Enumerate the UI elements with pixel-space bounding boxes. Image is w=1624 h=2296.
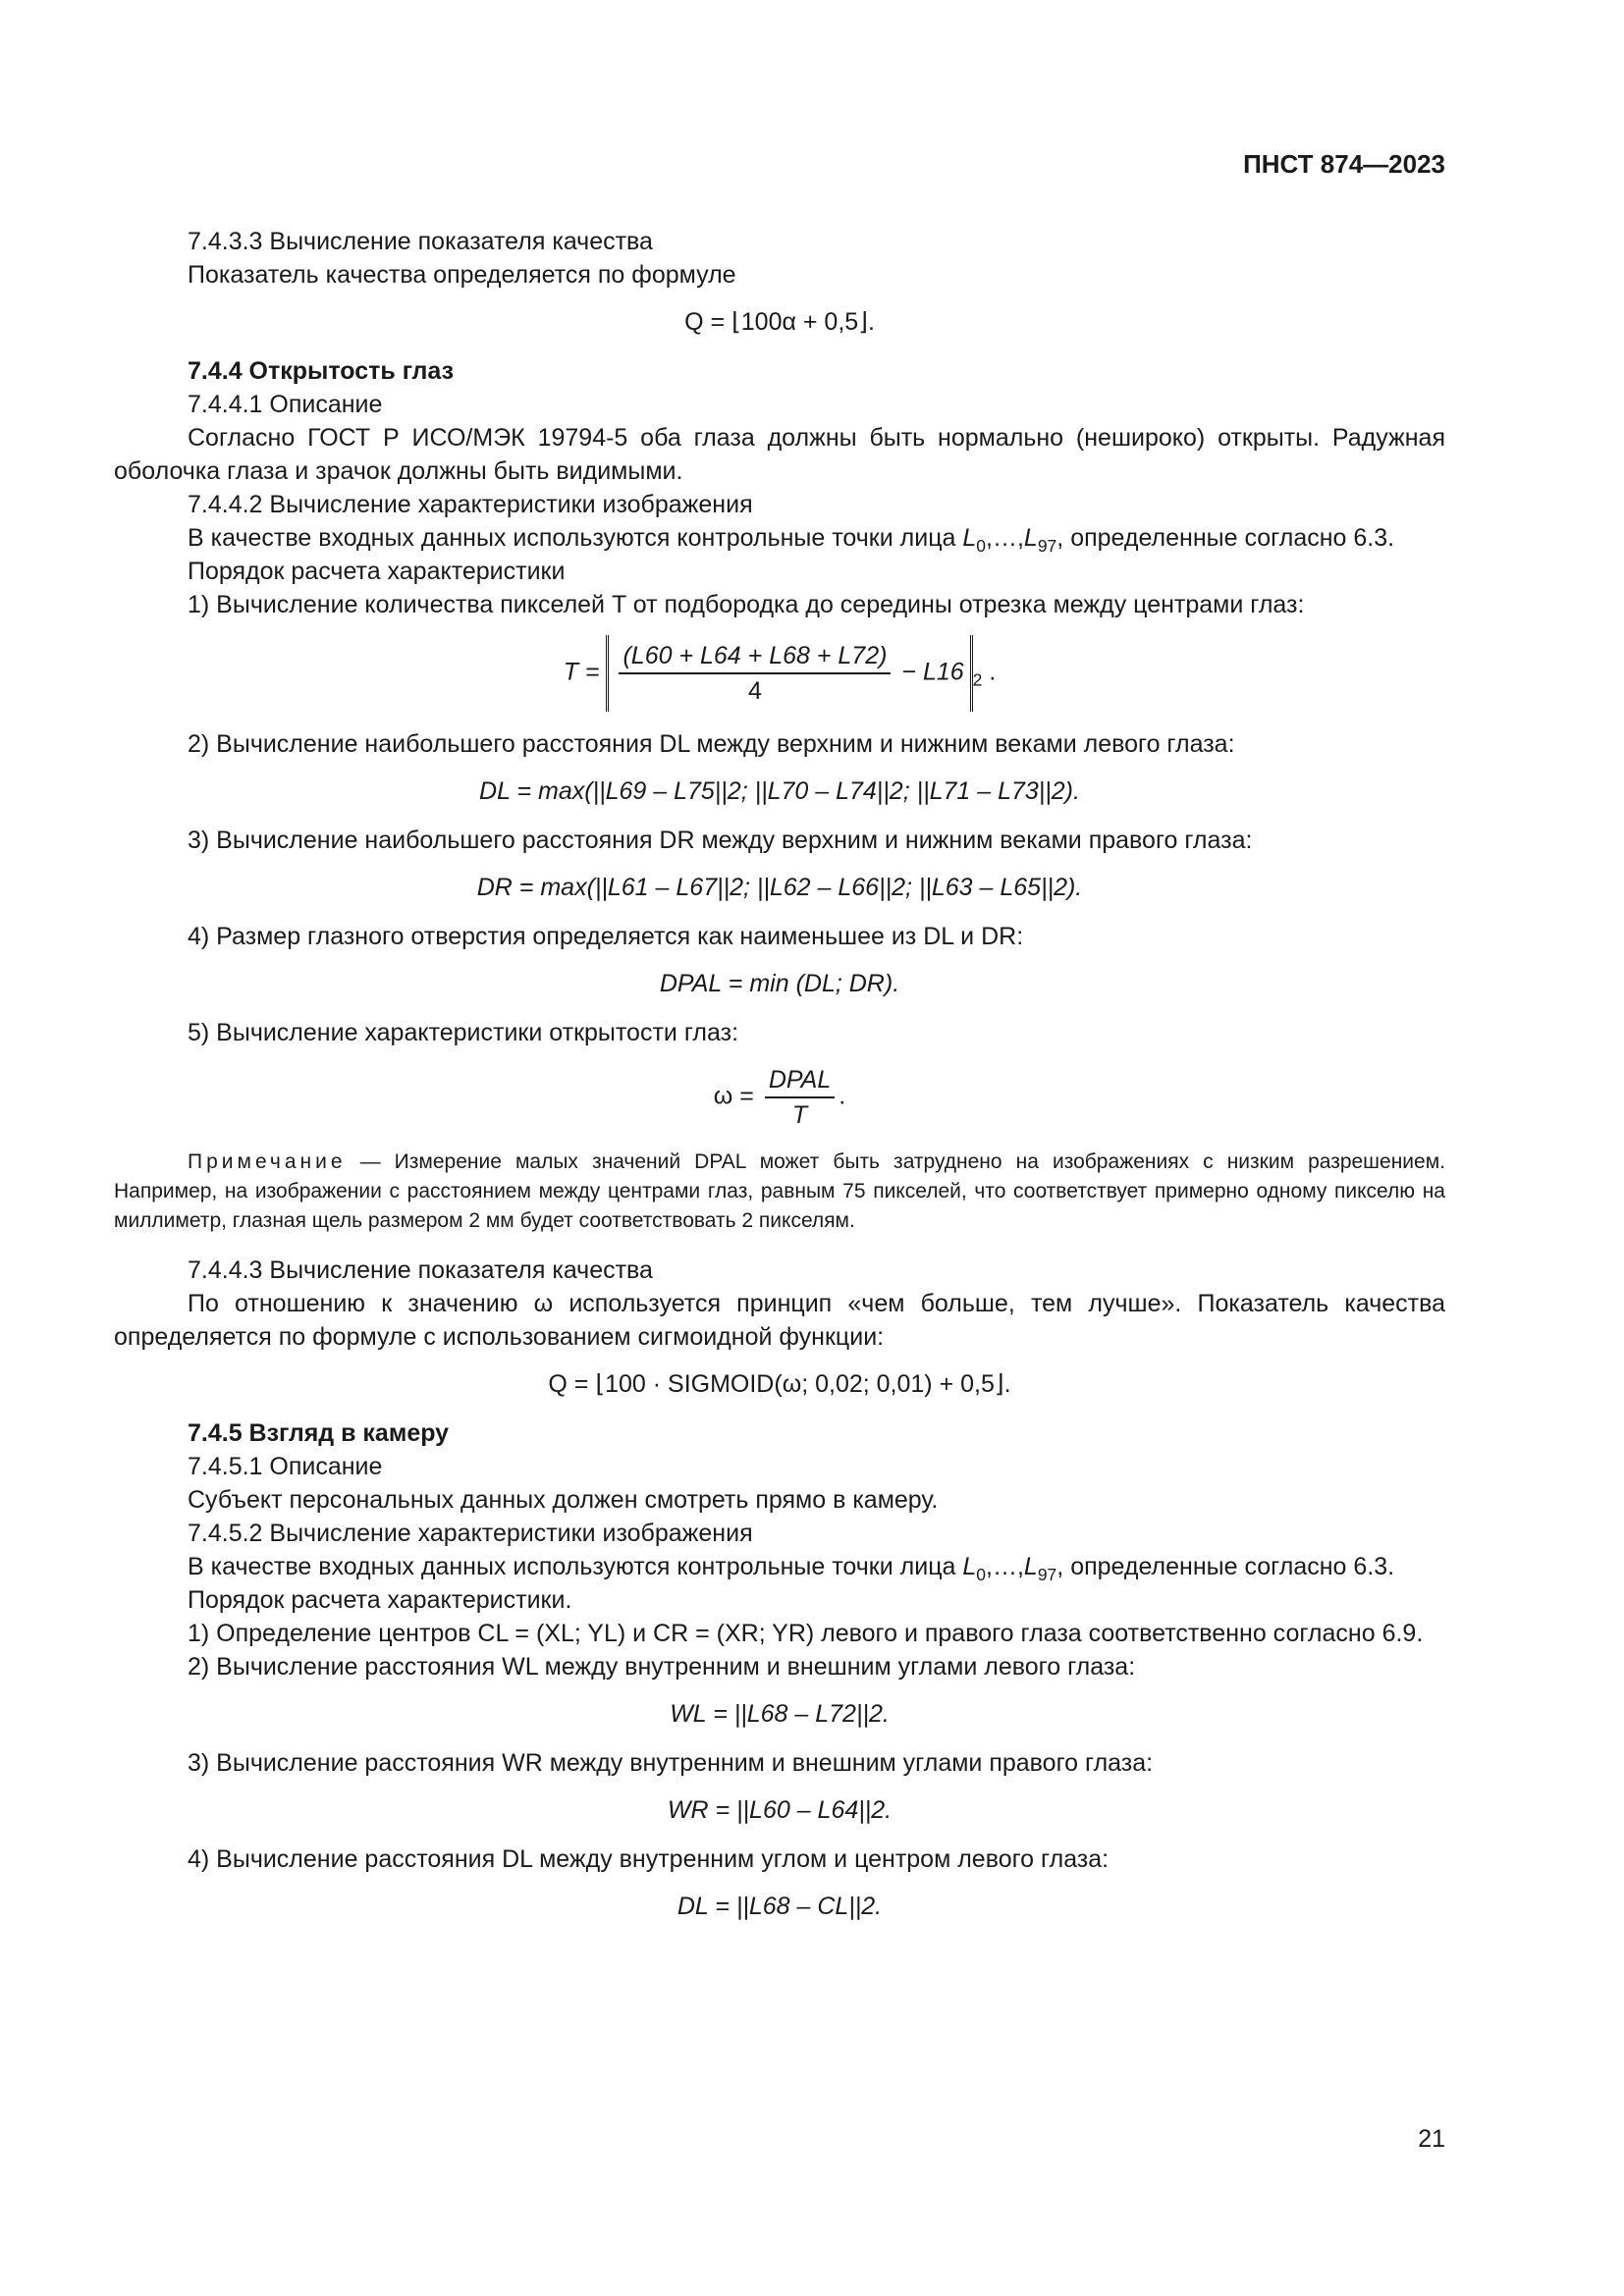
step-4-text: 4) Размер глазного отверстия определяется как наименьшее из DL и DR:: [188, 923, 1024, 950]
formula-dl-max: DL = max(||L69 – L75||2; ||L70 – L74||2; ||L71 – L73||2).: [479, 777, 1080, 805]
omega-fraction: $\frac{\text{DPAL}}{T}$: [765, 1063, 835, 1132]
calc-order-2: Порядок расчета характеристики.: [188, 1586, 572, 1614]
formula-q-alpha: Q = ⌊100α + 0,5⌋.: [684, 307, 875, 336]
section-7-4-5-2-title: 7.4.5.2 Вычисление характеристики изображения: [188, 1520, 753, 1547]
gaze-description: Субъект персональных данных должен смотреть прямо в камеру.: [188, 1486, 939, 1514]
page-body: [114, 225, 1445, 1939]
input-data-paragraph-2: В качестве входных данных используются контрольные точки лица $L_0,\dots,L_{97}$, определенные согласно 6.3.: [188, 1553, 1395, 1585]
formula-wl: WL = ||L68 – L72||2.: [670, 1700, 890, 1728]
sigmoid-intro: По отношению к значению ω используется принцип «чем больше, тем лучше». Показатель качества определяется по формуле с использованием сигмоидной функции:: [114, 1290, 1445, 1351]
section-7-4-5-1-title: 7.4.5.1 Описание: [188, 1453, 383, 1480]
step-5-text: 5) Вычисление характеристики открытости глаз:: [188, 1019, 739, 1046]
section-7-4-4-2-title: 7.4.4.2 Вычисление характеристики изображения: [188, 491, 753, 518]
section-7-4-3-3-title: 7.4.3.3 Вычисление показателя качества: [188, 228, 653, 255]
section-7-4-5-title: 7.4.5 Взгляд в камеру: [188, 1419, 450, 1447]
section-7-4-4-title: 7.4.4 Открытость глаз: [188, 357, 454, 385]
gaze-step-2-text: 2) Вычисление расстояния WL между внутренним и внешним углами левого глаза:: [188, 1653, 1136, 1681]
step-1-text: 1) Вычисление количества пикселей T от подбородка до середины отрезка между центрами глаз:: [188, 591, 1305, 618]
formula-dr-max: DR = max(||L61 – L67||2; ||L62 – L66||2; ||L63 – L65||2).: [476, 874, 1083, 901]
quality-intro: Показатель качества определяется по формуле: [188, 261, 736, 289]
page-number: 21: [1418, 2125, 1445, 2153]
input-data-paragraph: В качестве входных данных используются контрольные точки лица $L_0,\dots,L_{97}$, определенные согласно 6.3.: [188, 524, 1395, 557]
gaze-step-1-text: 1) Определение центров CL = (XL; YL) и CR = (XR; YR) левого и правого глаза соответственно согласно 6.9.: [188, 1620, 1424, 1647]
eyes-open-description: Согласно ГОСТ Р ИСО/МЭК 19794-5 оба глаза должны быть нормально (нешироко) открыты. Радужная оболочка глаза и зрачок должны быть видимыми.: [114, 424, 1445, 485]
norm-bars: $\frac{(L60 + L64 + L68 + L72)}{4}$ − L16: [606, 635, 972, 712]
gaze-step-4-text: 4) Вычисление расстояния DL между внутренним углом и центром левого глаза:: [188, 1845, 1110, 1873]
fraction: $\frac{(L60 + L64 + L68 + L72)}{4}$: [619, 639, 891, 708]
formula-dpal-min: DPAL = min (DL; DR).: [659, 970, 900, 997]
formula-omega: ω = $\frac{\text{DPAL}}{T}$ .: [114, 1063, 1445, 1132]
section-7-4-4-3-title: 7.4.4.3 Вычисление показателя качества: [188, 1256, 653, 1284]
gaze-step-3-text: 3) Вычисление расстояния WR между внутренним и внешним углами правого глаза:: [188, 1749, 1154, 1777]
formula-q-sigmoid: Q = ⌊100 · SIGMOID(ω; 0,02; 0,01) + 0,5⌋.: [548, 1370, 1011, 1398]
step-2-text: 2) Вычисление наибольшего расстояния DL между верхним и нижним веками левого глаза:: [188, 730, 1235, 758]
section-7-4-4-1-title: 7.4.4.1 Описание: [188, 391, 383, 418]
formula-dl-inner: DL = ||L68 – CL||2.: [677, 1893, 883, 1920]
calc-order: Порядок расчета характеристики: [188, 558, 566, 585]
formula-wr: WR = ||L60 – L64||2.: [667, 1796, 893, 1824]
formula-t: T = $\frac{(L60 + L64 + L68 + L72)}{4}$ − L16 $_2$ .: [114, 635, 1445, 712]
document-id: ПНСТ 874—2023: [1243, 149, 1445, 179]
step-3-text: 3) Вычисление наибольшего расстояния DR между верхним и нижним веками правого глаза:: [188, 827, 1253, 854]
note-paragraph: Примечание — Измерение малых значений DPAL может быть затруднено на изображениях с низким разрешением. Например, на изображении с расстоянием между центрами глаз, равным 75 пикселей, что соответствует примерно одному пикселю на миллиметр, глазная щель размером 2 мм будет соответствовать 2 пикселям.: [114, 1150, 1445, 1232]
